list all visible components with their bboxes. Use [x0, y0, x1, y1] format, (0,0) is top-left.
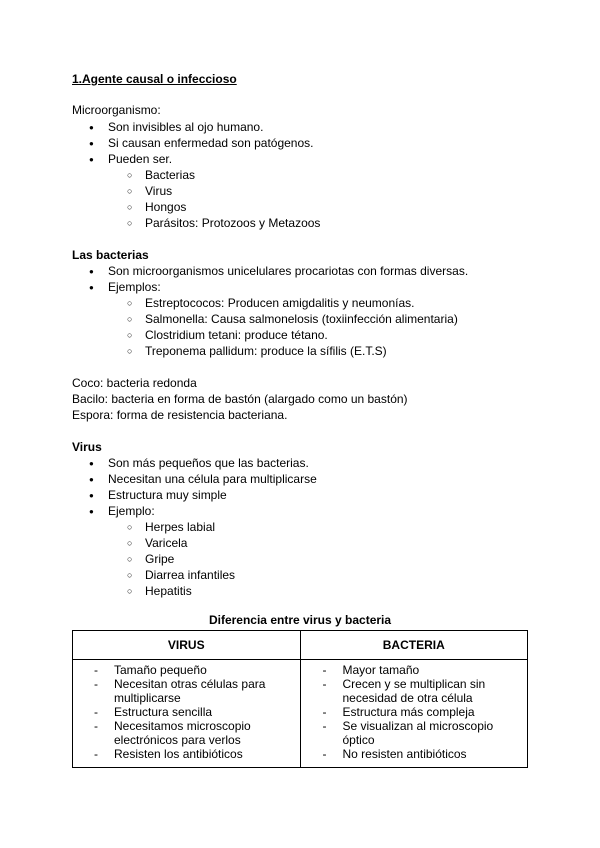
bacterias-bullet: ● Son microorganismos unicelulares procariotas con formas diversas.	[108, 264, 468, 279]
micro-bullet: ● Son invisibles al ojo humano.	[108, 120, 263, 135]
virus-bullet: ● Estructura muy simple	[108, 488, 227, 503]
table-cell-virus	[73, 660, 301, 768]
table-title: Diferencia entre virus y bacteria	[208, 613, 392, 627]
bacterias-example: ○ Treponema pallidum: produce la sífilis (E.T.S)	[145, 344, 387, 359]
micro-bullet: ● Si causan enfermedad son patógenos.	[108, 136, 313, 151]
table-cell-bacteria	[300, 660, 528, 768]
virus-example: ○ Herpes labial	[145, 520, 215, 535]
definition: Coco: bacteria redonda	[72, 376, 197, 390]
micro-type: ○ Hongos	[145, 200, 186, 215]
virus-example: ○ Diarrea infantiles	[145, 568, 235, 583]
virus-bullet: ● Son más pequeños que las bacterias.	[108, 456, 309, 471]
definition: Bacilo: bacteria en forma de bastón (alargado como un bastón)	[72, 392, 408, 406]
bacteria-trait: - Estructura más compleja	[301, 705, 528, 719]
virus-example: ○ Gripe	[145, 552, 174, 567]
virus-example: ○ Hepatitis	[145, 584, 192, 599]
bacteria-trait: - Se visualizan al microscopio óptico	[301, 719, 528, 747]
virus-trait: - Necesitamos microscopio electrónicos para verlos	[73, 719, 300, 747]
table-header-virus: VIRUS	[73, 631, 301, 660]
virus-bullet: ● Ejemplo:	[108, 504, 155, 519]
table-header-bacteria: BACTERIA	[300, 631, 528, 660]
micro-type: ○ Virus	[145, 184, 172, 199]
micro-label: Microorganismo:	[72, 103, 161, 117]
bacterias-heading: Las bacterias	[72, 248, 149, 262]
virus-heading: Virus	[72, 440, 102, 454]
bacterias-bullet: ● Ejemplos:	[108, 280, 161, 295]
virus-trait: - Tamaño pequeño	[73, 663, 300, 677]
virus-bullet: ● Necesitan una célula para multiplicarse	[108, 472, 317, 487]
section-title: 1.Agente causal o infeccioso	[72, 72, 237, 86]
virus-trait: - Necesitan otras células para multiplicarse	[73, 677, 300, 705]
virus-example: ○ Varicela	[145, 536, 187, 551]
bacteria-trait: - No resisten antibióticos	[301, 747, 528, 761]
micro-bullet: ● Pueden ser.	[108, 152, 172, 167]
micro-type: ○ Bacterias	[145, 168, 195, 183]
bacteria-trait: - Mayor tamaño	[301, 663, 528, 677]
bacterias-example: ○ Salmonella: Causa salmonelosis (toxiinfección alimentaria)	[145, 312, 458, 327]
bacterias-example: ○ Clostridium tetani: produce tétano.	[145, 328, 328, 343]
definition: Espora: forma de resistencia bacteriana.	[72, 408, 288, 422]
comparison-table	[72, 630, 528, 768]
bacterias-example: ○ Estreptococos: Producen amigdalitis y neumonías.	[145, 296, 414, 311]
virus-trait: - Estructura sencilla	[73, 705, 300, 719]
micro-type: ○ Parásitos: Protozoos y Metazoos	[145, 216, 320, 231]
bacteria-trait: - Crecen y se multiplican sin necesidad de otra célula	[301, 677, 528, 705]
virus-trait: - Resisten los antibióticos	[73, 747, 300, 761]
